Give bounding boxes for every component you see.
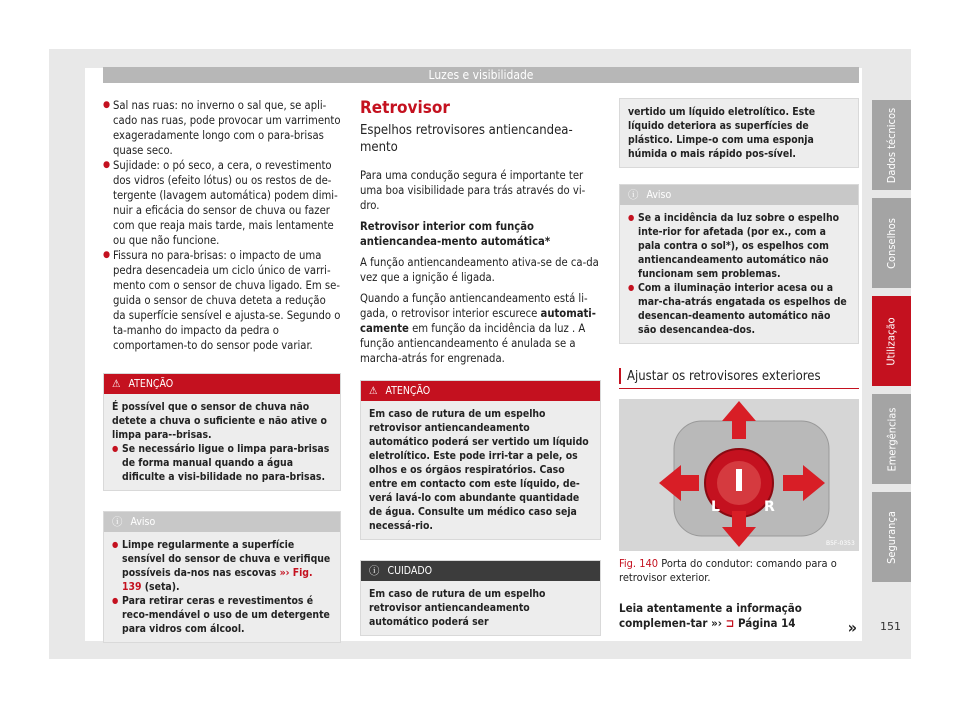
column-1: [103, 98, 341, 643]
warning-box: [103, 373, 341, 491]
paragraph-function-post: em função da incidência da luz . A função antiencandeamento é anulada se a marcha-atrás for engrenada.: [360, 322, 586, 365]
tab-label: Segurança: [885, 510, 898, 564]
figure-caption-text: Porta do condutor: comando para o retrovisor exterior.: [619, 557, 837, 584]
note-bullet-2: ● Para retirar ceras e revestimentos é reco-mendável o uso de um detergente para vidros com álcool.: [112, 594, 332, 636]
caution-header: [361, 561, 600, 581]
figure-code: B5F-0353: [826, 540, 855, 547]
note-bullet-1-text: Limpe regularmente a superfície sensível do sensor de chuva e verifique possíveis da-nos nas escovas: [122, 539, 331, 579]
warning-title: ATENÇÃO: [128, 378, 174, 390]
tab-label: Conselhos: [885, 217, 899, 269]
note2-bullet-2: ● Com a iluminação interior acesa ou a mar-cha-atrás engatada os espelhos de desencan-deamento automático não são desencandea-dos.: [628, 281, 850, 337]
bullet-dirt: ● Sujidade: o pó seco, a cera, o revestimento dos vidros (efeito lótus) ou os restos de de-tergente (lavagem automática) podem dimi-nuir a eficácia do sensor de chuva ou fazer com que reaja mais tarde, mais lentamente ou que não funcione.: [103, 158, 341, 248]
read-more: [619, 601, 859, 631]
tab-label: Dados técnicos: [885, 107, 898, 183]
section-title: Retrovisor: [360, 98, 450, 118]
note-box: [103, 511, 341, 643]
note-title-2: Aviso: [646, 189, 672, 201]
paragraph-function: [360, 291, 601, 366]
subsection-title: Ajustar os retrovisores exteriores: [627, 368, 821, 384]
warning-text: É possível que o sensor de chuva não detete a chuva o suficiente e não ative o limpa para--brisas.: [112, 401, 327, 441]
continue-mark: »: [847, 618, 857, 637]
figure-reference-link[interactable]: »› Fig. 139: [122, 567, 313, 593]
warning-header-2: [361, 381, 600, 401]
info-icon: ⓘ: [112, 516, 123, 528]
note-header: [104, 512, 340, 532]
caution-continued-text: vertido um líquido eletrolítico. Este líquido deteriora as superfícies de plástico. Limpe-o com uma esponja húmida o mais rápido pos-sível.: [628, 106, 816, 160]
tab-label: Utilização: [885, 316, 899, 366]
caution-title: CUIDADO: [387, 565, 433, 577]
tab-seguranca[interactable]: [872, 492, 911, 582]
warning-icon: ⚠: [369, 385, 378, 397]
knob-label-r: R: [764, 499, 775, 515]
knob-label-l: L: [711, 499, 720, 515]
read-more-text: Leia atentamente a informação complemen-tar: [619, 601, 802, 630]
tab-dados-tecnicos[interactable]: [872, 100, 911, 190]
caution-continued-box: [619, 98, 859, 168]
warning-text-2: Em caso de rutura de um espelho retrovisor antiencandeamento automático poderá ser vertido um líquido eletrolítico. Este pode irri-tar a pele, os olhos e os órgãos respiratórios. Caso entre em contacto com este líquido, de-verá lavá-lo com abundante quantidade de água. Consulte um médico caso seja necessá-rio.: [369, 408, 589, 532]
tab-utilizacao[interactable]: [872, 296, 911, 386]
caution-text: Em caso de rutura de um espelho retrovisor antiencandeamento automático poderá ser: [369, 588, 546, 628]
paragraph-heading: Retrovisor interior com função antiencandea-mento automática*: [360, 220, 551, 248]
warning-bullet: ● Se necessário ligue o limpa para-brisas de forma manual quando a água dificulte a visi-bilidade no para-brisas.: [112, 442, 332, 484]
warning-icon: ⚠: [112, 378, 121, 390]
note-bullet-1-end: (seta).: [144, 581, 180, 593]
warning-box-2: [360, 380, 601, 540]
bullet-salt: ● Sal nas ruas: no inverno o sal que, se apli-cado nas ruas, pode provocar um varrimento exageradamente longo com o para-brisas quase seco.: [103, 98, 341, 158]
note-title: Aviso: [130, 516, 156, 528]
note-header-2: [620, 185, 858, 205]
caution-icon: ⓘ: [369, 565, 380, 577]
paragraph-function-pre: Quando a função antiencandeamento está li-gada, o retrovisor interior escurece: [360, 292, 588, 320]
section-subtitle: Espelhos retrovisores antiencandea-mento: [360, 123, 573, 155]
tab-conselhos[interactable]: [872, 198, 911, 288]
warning-header: [104, 374, 340, 394]
paragraph-function-bold: automati-camente: [360, 307, 596, 335]
warning-title-2: ATENÇÃO: [385, 385, 431, 397]
info-icon: ⓘ: [628, 189, 639, 201]
note-box-2: [619, 184, 859, 344]
heading-bar: [619, 368, 621, 384]
paragraph-activation: A função antiencandeamento ativa-se de ca-da vez que a ignição é ligada.: [360, 256, 599, 284]
mirror-control-illustration: [619, 399, 859, 551]
paragraph-visibility: Para uma condução segura é importante ter uma boa visibilidade para trás através do vi-dro.: [360, 169, 586, 212]
tab-emergencias[interactable]: [872, 394, 911, 484]
page-number: 151: [880, 620, 901, 633]
figure-label: Fig. 140: [619, 557, 659, 570]
note2-bullet-1: ● Se a incidência da luz sobre o espelho inte-rior for afetada (por ex., com a pala contra o sol*), os espelhos com antiencandeamento automático não funcionam sem problemas.: [628, 211, 850, 281]
page-reference-link[interactable]: Página 14: [737, 616, 796, 630]
figure-mirror-control: [619, 399, 859, 551]
note-bullet-1: [112, 538, 332, 594]
tab-label: Emergências: [885, 407, 899, 471]
figure-caption: [619, 557, 859, 585]
read-more-arrows: »›: [711, 616, 723, 630]
column-3: [619, 98, 859, 637]
page-header: Luzes e visibilidade: [103, 67, 859, 83]
subsection-heading: [619, 368, 859, 389]
column-2: [360, 98, 601, 636]
caution-box: [360, 560, 601, 636]
bullet-crack: ● Fissura no para-brisas: o impacto de uma pedra desencadeia um ciclo único de varri-mento com o sensor de chuva ligado. Em se-guida o sensor de chuva deteta a redução da superfície sensível e ajusta-se. Segundo o ta-manho do impacto da pedra o comportamen-to do sensor pode variar.: [103, 248, 341, 353]
book-icon: ⊐: [725, 616, 735, 630]
